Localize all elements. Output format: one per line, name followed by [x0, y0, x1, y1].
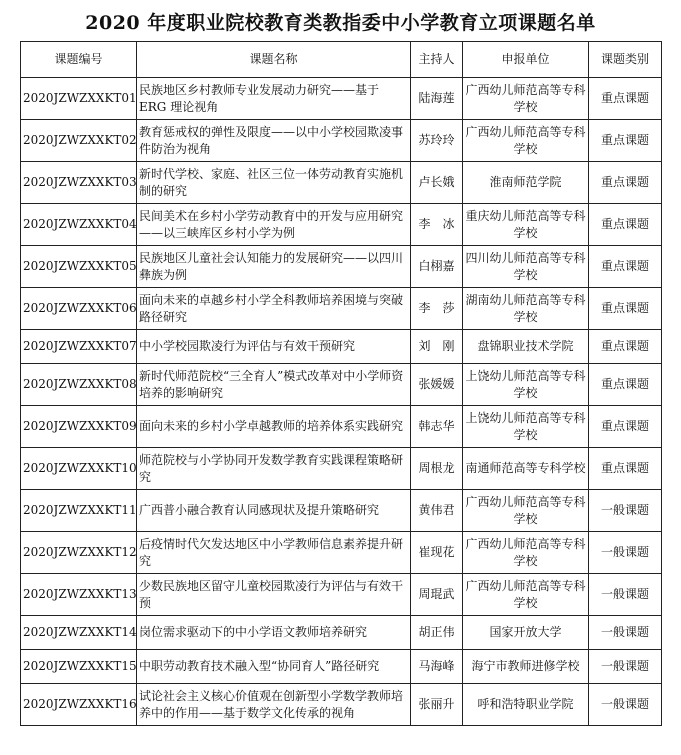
project-host: 陆海莲	[411, 78, 463, 120]
project-name: 面向未来的乡村小学卓越教师的培养体系实践研究	[137, 406, 411, 448]
project-org: 国家开放大学	[463, 616, 589, 650]
project-type: 重点课题	[589, 120, 662, 162]
project-host: 黄伟君	[411, 490, 463, 532]
table-header-row	[21, 42, 662, 78]
table-row	[21, 246, 662, 288]
project-name: 民族地区乡村教师专业发展动力研究——基于 ERG 理论视角	[137, 78, 411, 120]
project-name: 面向未来的卓越乡村小学全科教师培养困境与突破路径研究	[137, 288, 411, 330]
project-code: 2020JZWZXXKT12	[21, 532, 137, 574]
project-host: 刘 刚	[411, 330, 463, 364]
table-row	[21, 162, 662, 204]
project-code: 2020JZWZXXKT03	[21, 162, 137, 204]
project-name: 岗位需求驱动下的中小学语文教师培养研究	[137, 616, 411, 650]
table-row	[21, 364, 662, 406]
project-type: 一般课题	[589, 684, 662, 726]
project-org: 淮南师范学院	[463, 162, 589, 204]
table-row	[21, 330, 662, 364]
project-code: 2020JZWZXXKT09	[21, 406, 137, 448]
project-host: 李 莎	[411, 288, 463, 330]
header-name: 课题名称	[137, 42, 411, 78]
project-org: 广西幼儿师范高等专科学校	[463, 78, 589, 120]
project-code: 2020JZWZXXKT11	[21, 490, 137, 532]
table-row	[21, 78, 662, 120]
project-code: 2020JZWZXXKT10	[21, 448, 137, 490]
project-name: 广西普小融合教育认同感现状及提升策略研究	[137, 490, 411, 532]
project-table	[20, 41, 662, 726]
project-code: 2020JZWZXXKT06	[21, 288, 137, 330]
project-org: 重庆幼儿师范高等专科学校	[463, 204, 589, 246]
table-row	[21, 684, 662, 726]
project-host: 苏玲玲	[411, 120, 463, 162]
project-type: 重点课题	[589, 246, 662, 288]
table-row	[21, 532, 662, 574]
table-row	[21, 448, 662, 490]
project-name: 中小学校园欺凌行为评估与有效干预研究	[137, 330, 411, 364]
project-type: 重点课题	[589, 448, 662, 490]
project-type: 一般课题	[589, 650, 662, 684]
project-host: 胡正伟	[411, 616, 463, 650]
project-host: 卢长娥	[411, 162, 463, 204]
project-code: 2020JZWZXXKT13	[21, 574, 137, 616]
project-code: 2020JZWZXXKT07	[21, 330, 137, 364]
table-row	[21, 204, 662, 246]
project-org: 呼和浩特职业学院	[463, 684, 589, 726]
project-name: 教育惩戒权的弹性及限度——以中小学校园欺凌事件防治为视角	[137, 120, 411, 162]
project-name: 师范院校与小学协同开发数学教育实践课程策略研究	[137, 448, 411, 490]
project-type: 一般课题	[589, 532, 662, 574]
project-name: 试论社会主义核心价值观在创新型小学数学教师培养中的作用——基于数学文化传承的视角	[137, 684, 411, 726]
project-name: 后疫情时代欠发达地区中小学教师信息素养提升研究	[137, 532, 411, 574]
header-type: 课题类别	[589, 42, 662, 78]
table-row	[21, 288, 662, 330]
project-name: 中职劳动教育技术融入型“协同育人”路径研究	[137, 650, 411, 684]
table-row	[21, 406, 662, 448]
project-host: 崔现花	[411, 532, 463, 574]
project-org: 广西幼儿师范高等专科学校	[463, 120, 589, 162]
header-host: 主持人	[411, 42, 463, 78]
project-type: 重点课题	[589, 78, 662, 120]
project-code: 2020JZWZXXKT15	[21, 650, 137, 684]
project-org: 广西幼儿师范高等专科学校	[463, 574, 589, 616]
project-host: 李 冰	[411, 204, 463, 246]
project-type: 一般课题	[589, 490, 662, 532]
project-org: 上饶幼儿师范高等专科学校	[463, 406, 589, 448]
project-name: 少数民族地区留守儿童校园欺凌行为评估与有效干预	[137, 574, 411, 616]
project-type: 一般课题	[589, 616, 662, 650]
table-row	[21, 616, 662, 650]
project-host: 周根龙	[411, 448, 463, 490]
header-org: 申报单位	[463, 42, 589, 78]
project-code: 2020JZWZXXKT08	[21, 364, 137, 406]
project-org: 上饶幼儿师范高等专科学校	[463, 364, 589, 406]
project-host: 周琨武	[411, 574, 463, 616]
project-type: 重点课题	[589, 288, 662, 330]
project-code: 2020JZWZXXKT04	[21, 204, 137, 246]
project-type: 一般课题	[589, 574, 662, 616]
project-name: 新时代师范院校“三全育人”模式改革对中小学师资培养的影响研究	[137, 364, 411, 406]
table-row	[21, 120, 662, 162]
project-org: 广西幼儿师范高等专科学校	[463, 532, 589, 574]
project-org: 盘锦职业技术学院	[463, 330, 589, 364]
project-code: 2020JZWZXXKT16	[21, 684, 137, 726]
table-row	[21, 490, 662, 532]
project-name: 民族地区儿童社会认知能力的发展研究——以四川彝族为例	[137, 246, 411, 288]
project-host: 马海峰	[411, 650, 463, 684]
project-host: 韩志华	[411, 406, 463, 448]
table-row	[21, 574, 662, 616]
project-type: 重点课题	[589, 330, 662, 364]
project-org: 南通师范高等专科学校	[463, 448, 589, 490]
project-org: 湖南幼儿师范高等专科学校	[463, 288, 589, 330]
project-code: 2020JZWZXXKT01	[21, 78, 137, 120]
project-type: 重点课题	[589, 162, 662, 204]
table-row	[21, 650, 662, 684]
project-type: 重点课题	[589, 406, 662, 448]
project-org: 广西幼儿师范高等专科学校	[463, 490, 589, 532]
document-title: 2020 年度职业院校教育类教指委中小学教育立项课题名单	[85, 12, 596, 34]
project-org: 海宁市教师进修学校	[463, 650, 589, 684]
project-type: 重点课题	[589, 364, 662, 406]
project-name: 民间美术在乡村小学劳动教育中的开发与应用研究——以三峡库区乡村小学为例	[137, 204, 411, 246]
project-code: 2020JZWZXXKT02	[21, 120, 137, 162]
project-host: 白栩嘉	[411, 246, 463, 288]
project-type: 重点课题	[589, 204, 662, 246]
project-host: 张媛媛	[411, 364, 463, 406]
header-code: 课题编号	[21, 42, 137, 78]
project-code: 2020JZWZXXKT05	[21, 246, 137, 288]
project-code: 2020JZWZXXKT14	[21, 616, 137, 650]
project-org: 四川幼儿师范高等专科学校	[463, 246, 589, 288]
project-host: 张丽升	[411, 684, 463, 726]
project-name: 新时代学校、家庭、社区三位一体劳动教育实施机制的研究	[137, 162, 411, 204]
